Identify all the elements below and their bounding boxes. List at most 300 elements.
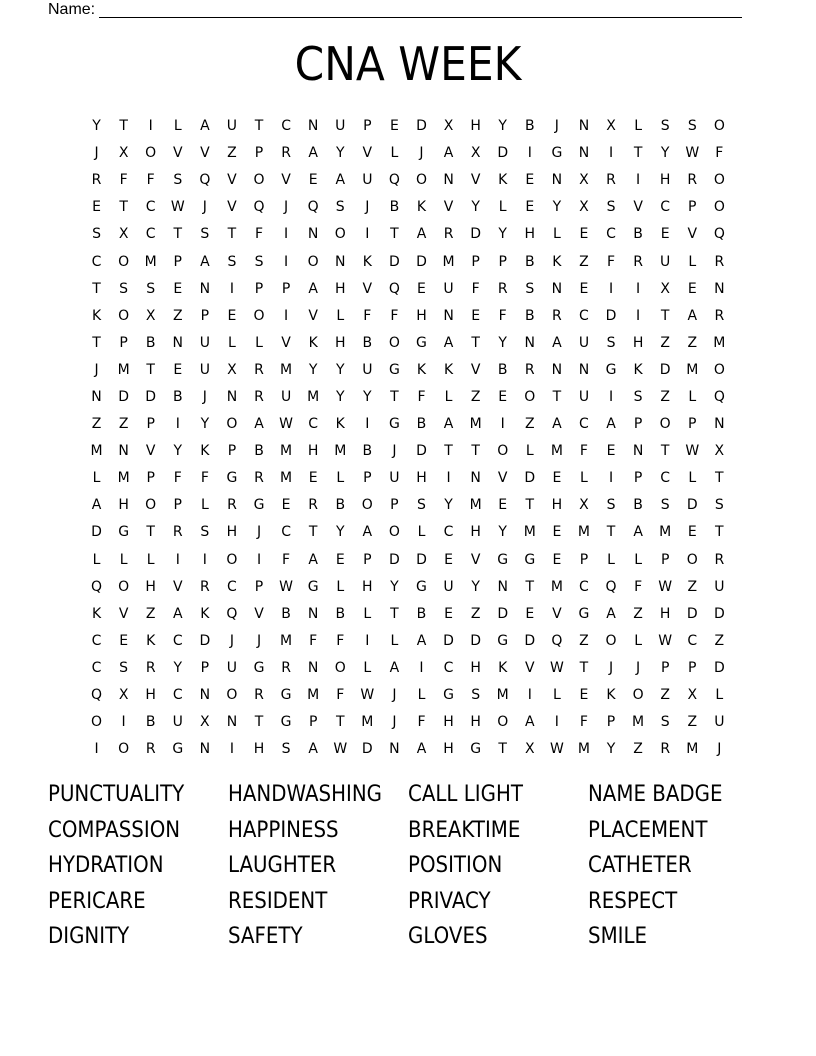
grid-letter: W bbox=[658, 632, 673, 649]
grid-letter: T bbox=[715, 524, 724, 541]
grid-letter: A bbox=[416, 226, 427, 243]
grid-letter: Y bbox=[390, 578, 399, 595]
grid-letter: U bbox=[362, 172, 373, 189]
grid-letter: M bbox=[523, 524, 536, 541]
grid-letter: L bbox=[336, 307, 345, 324]
grid-letter: H bbox=[416, 307, 427, 324]
grid-letter: O bbox=[334, 226, 346, 243]
grid-letter: P bbox=[254, 280, 264, 297]
grid-letter: S bbox=[660, 497, 670, 514]
grid-letter: N bbox=[172, 334, 184, 351]
grid-letter: E bbox=[525, 172, 535, 189]
grid-letter: E bbox=[417, 280, 426, 297]
grid-letter: Z bbox=[660, 687, 670, 704]
grid-letter: O bbox=[118, 253, 130, 270]
grid-letter: G bbox=[253, 497, 265, 514]
grid-letter: O bbox=[307, 253, 319, 270]
grid-letter: D bbox=[416, 443, 427, 460]
grid-row bbox=[83, 736, 733, 763]
grid-letter: Q bbox=[388, 280, 400, 297]
grid-letter: S bbox=[660, 714, 670, 731]
grid-letter: P bbox=[173, 497, 182, 514]
grid-letter: S bbox=[633, 388, 643, 405]
grid-row bbox=[83, 682, 733, 709]
grid-letter: S bbox=[606, 199, 616, 216]
grid-letter: O bbox=[659, 416, 671, 433]
grid-letter: I bbox=[229, 741, 234, 758]
grid-letter: P bbox=[633, 470, 643, 487]
grid-row bbox=[83, 465, 733, 492]
grid-letter: C bbox=[145, 199, 156, 216]
grid-letter: O bbox=[91, 714, 103, 731]
grid-letter: J bbox=[717, 741, 722, 758]
grid-letter: G bbox=[307, 578, 319, 595]
grid-letter: M bbox=[280, 443, 293, 460]
grid-letter: A bbox=[443, 416, 454, 433]
grid-letter: D bbox=[416, 253, 427, 270]
grid-letter: K bbox=[416, 199, 427, 216]
grid-letter: Q bbox=[551, 632, 563, 649]
word-list-item: PLACEMENT bbox=[588, 817, 708, 843]
grid-letter: N bbox=[470, 470, 481, 487]
grid-letter: M bbox=[713, 334, 726, 351]
grid-letter: Z bbox=[227, 145, 237, 162]
grid-letter: J bbox=[202, 388, 207, 405]
grid-letter: P bbox=[119, 334, 128, 351]
grid-letter: X bbox=[579, 172, 589, 189]
grid-letter: A bbox=[633, 524, 643, 541]
grid-letter: K bbox=[606, 687, 616, 704]
grid-letter: M bbox=[469, 497, 482, 514]
grid-letter: X bbox=[470, 145, 481, 162]
grid-letter: S bbox=[200, 524, 210, 541]
grid-letter: S bbox=[146, 280, 156, 297]
word-list-item: PERICARE bbox=[48, 888, 146, 914]
grid-letter: P bbox=[173, 253, 182, 270]
grid-letter: Z bbox=[172, 307, 183, 324]
grid-letter: Y bbox=[335, 388, 345, 405]
grid-letter: N bbox=[551, 280, 563, 297]
grid-letter: T bbox=[254, 118, 264, 135]
grid-letter: T bbox=[525, 497, 535, 514]
grid-letter: L bbox=[363, 659, 372, 676]
grid-letter: M bbox=[280, 632, 293, 649]
grid-letter: J bbox=[392, 714, 397, 731]
grid-letter: E bbox=[552, 470, 562, 487]
grid-letter: X bbox=[118, 687, 129, 704]
grid-letter: A bbox=[552, 416, 562, 433]
grid-letter: P bbox=[579, 551, 589, 568]
grid-letter: I bbox=[608, 280, 614, 297]
grid-letter: Y bbox=[606, 741, 616, 758]
grid-letter: M bbox=[469, 416, 482, 433]
grid-letter: C bbox=[281, 524, 291, 541]
grid-letter: A bbox=[606, 605, 616, 622]
grid-letter: J bbox=[608, 659, 614, 676]
grid-letter: H bbox=[524, 226, 536, 243]
grid-letter: W bbox=[549, 659, 564, 676]
grid-letter: O bbox=[253, 307, 265, 324]
grid-letter: I bbox=[527, 145, 532, 162]
grid-letter: I bbox=[636, 172, 641, 189]
grid-letter: T bbox=[92, 334, 101, 351]
grid-letter: E bbox=[660, 226, 670, 243]
grid-letter: S bbox=[254, 253, 264, 270]
grid-row bbox=[83, 248, 733, 275]
grid-letter: P bbox=[633, 416, 643, 433]
grid-letter: K bbox=[200, 443, 210, 460]
grid-letter: Z bbox=[470, 605, 481, 622]
grid-letter: X bbox=[660, 280, 670, 297]
grid-letter: F bbox=[634, 578, 643, 595]
grid-row bbox=[83, 276, 733, 303]
grid-letter: J bbox=[392, 443, 397, 460]
grid-letter: T bbox=[660, 443, 670, 460]
grid-letter: R bbox=[281, 659, 291, 676]
grid-letter: W bbox=[658, 578, 673, 595]
grid-letter: R bbox=[497, 280, 508, 297]
grid-letter: G bbox=[524, 551, 536, 568]
grid-letter: E bbox=[173, 280, 183, 297]
grid-letter: Y bbox=[173, 443, 183, 460]
grid-letter: V bbox=[172, 578, 183, 595]
grid-letter: J bbox=[636, 659, 641, 676]
grid-letter: F bbox=[579, 443, 588, 460]
grid-letter: R bbox=[145, 741, 156, 758]
grid-letter: P bbox=[254, 145, 264, 162]
grid-letter: T bbox=[525, 578, 535, 595]
grid-letter: X bbox=[118, 145, 129, 162]
grid-letter: S bbox=[417, 497, 426, 514]
grid-letter: T bbox=[119, 118, 128, 135]
grid-letter: M bbox=[550, 578, 563, 595]
grid-letter: L bbox=[336, 578, 345, 595]
grid-letter: C bbox=[579, 416, 589, 433]
grid-letter: P bbox=[200, 307, 210, 324]
grid-letter: T bbox=[390, 605, 399, 622]
grid-letter: I bbox=[365, 226, 370, 243]
grid-letter: D bbox=[416, 551, 427, 568]
grid-letter: J bbox=[202, 199, 207, 216]
grid-letter: A bbox=[308, 145, 318, 162]
grid-letter: O bbox=[415, 172, 427, 189]
grid-letter: A bbox=[525, 714, 535, 731]
grid-letter: N bbox=[307, 226, 319, 243]
grid-letter: G bbox=[578, 605, 590, 622]
grid-letter: K bbox=[633, 361, 643, 378]
grid-letter: N bbox=[578, 118, 590, 135]
grid-letter: Y bbox=[335, 145, 345, 162]
grid-letter: Z bbox=[633, 741, 643, 758]
grid-letter: L bbox=[390, 145, 399, 162]
grid-letter: H bbox=[145, 578, 156, 595]
grid-row bbox=[83, 221, 733, 248]
grid-letter: H bbox=[145, 687, 156, 704]
grid-letter: A bbox=[606, 416, 616, 433]
grid-letter: I bbox=[284, 253, 289, 270]
grid-letter: R bbox=[606, 172, 616, 189]
grid-letter: Y bbox=[200, 416, 210, 433]
grid-letter: N bbox=[307, 605, 319, 622]
grid-letter: P bbox=[363, 118, 372, 135]
grid-letter: U bbox=[335, 118, 346, 135]
grid-letter: Q bbox=[226, 605, 238, 622]
grid-letter: Z bbox=[687, 714, 698, 731]
grid-letter: N bbox=[497, 578, 508, 595]
grid-letter: S bbox=[471, 687, 481, 704]
grid-letter: R bbox=[660, 741, 671, 758]
grid-letter: P bbox=[308, 714, 318, 731]
grid-letter: J bbox=[94, 361, 99, 378]
grid-letter: I bbox=[121, 714, 126, 731]
name-label: Name: bbox=[48, 1, 96, 18]
grid-letter: O bbox=[713, 172, 725, 189]
grid-letter: I bbox=[608, 145, 614, 162]
grid-letter: U bbox=[172, 714, 183, 731]
grid-letter: D bbox=[118, 388, 129, 405]
grid-letter: M bbox=[280, 470, 293, 487]
grid-letter: Y bbox=[660, 145, 670, 162]
grid-letter: Y bbox=[363, 388, 372, 405]
grid-letter: O bbox=[713, 118, 725, 135]
grid-letter: Z bbox=[91, 416, 102, 433]
grid-letter: H bbox=[334, 280, 346, 297]
grid-row bbox=[83, 194, 733, 221]
grid-row bbox=[83, 303, 733, 330]
grid-letter: O bbox=[497, 714, 509, 731]
grid-letter: H bbox=[253, 741, 265, 758]
word-list bbox=[48, 777, 768, 955]
grid-letter: I bbox=[256, 551, 262, 568]
grid-letter: N bbox=[578, 361, 590, 378]
grid-letter: L bbox=[444, 388, 453, 405]
grid-letter: Z bbox=[660, 334, 670, 351]
grid-letter: B bbox=[389, 199, 400, 216]
grid-letter: U bbox=[443, 280, 454, 297]
grid-letter: Z bbox=[714, 632, 725, 649]
grid-letter: G bbox=[551, 145, 563, 162]
grid-letter: C bbox=[660, 199, 671, 216]
grid-letter: S bbox=[525, 280, 535, 297]
grid-letter: L bbox=[634, 118, 642, 135]
grid-letter: L bbox=[146, 551, 155, 568]
grid-letter: P bbox=[688, 416, 697, 433]
grid-letter: P bbox=[254, 578, 264, 595]
grid-letter: H bbox=[443, 714, 454, 731]
grid-letter: H bbox=[470, 714, 481, 731]
grid-letter: P bbox=[281, 280, 291, 297]
grid-letter: R bbox=[254, 361, 264, 378]
grid-letter: R bbox=[714, 253, 725, 270]
grid-letter: M bbox=[686, 361, 699, 378]
grid-letter: O bbox=[334, 659, 346, 676]
grid-letter: L bbox=[119, 551, 128, 568]
grid-letter: J bbox=[554, 118, 559, 135]
grid-letter: I bbox=[284, 226, 289, 243]
grid-letter: F bbox=[606, 253, 616, 270]
grid-letter: M bbox=[334, 443, 347, 460]
grid-letter: T bbox=[633, 145, 643, 162]
grid-letter: P bbox=[363, 470, 372, 487]
grid-letter: E bbox=[552, 524, 562, 541]
grid-letter: M bbox=[686, 741, 699, 758]
grid-letter: D bbox=[497, 145, 509, 162]
grid-letter: L bbox=[92, 470, 101, 487]
grid-letter: D bbox=[659, 361, 671, 378]
grid-letter: D bbox=[416, 118, 427, 135]
grid-letter: F bbox=[119, 172, 128, 189]
grid-letter: H bbox=[334, 334, 346, 351]
grid-letter: E bbox=[308, 470, 318, 487]
grid-letter: B bbox=[362, 334, 373, 351]
grid-letter: G bbox=[497, 551, 509, 568]
grid-letter: G bbox=[280, 714, 292, 731]
grid-letter: O bbox=[226, 416, 238, 433]
grid-letter: V bbox=[470, 172, 481, 189]
grid-letter: C bbox=[145, 226, 156, 243]
grid-letter: U bbox=[280, 388, 292, 405]
grid-letter: Q bbox=[605, 578, 617, 595]
grid-letter: V bbox=[281, 334, 291, 351]
grid-letter: U bbox=[714, 578, 725, 595]
grid-letter: F bbox=[146, 172, 155, 189]
grid-letter: E bbox=[92, 199, 101, 216]
grid-letter: U bbox=[199, 334, 210, 351]
grid-letter: I bbox=[608, 388, 614, 405]
grid-letter: F bbox=[390, 307, 399, 324]
grid-letter: U bbox=[578, 334, 590, 351]
grid-letter: O bbox=[118, 741, 130, 758]
grid-letter: J bbox=[392, 687, 397, 704]
grid-letter: U bbox=[660, 253, 671, 270]
grid-letter: D bbox=[91, 524, 102, 541]
grid-letter: W bbox=[279, 416, 293, 433]
grid-letter: N bbox=[226, 714, 238, 731]
grid-letter: L bbox=[715, 687, 724, 704]
grid-letter: S bbox=[200, 226, 210, 243]
grid-letter: O bbox=[361, 497, 373, 514]
grid-letter: Q bbox=[199, 172, 211, 189]
grid-letter: I bbox=[175, 551, 180, 568]
grid-letter: L bbox=[228, 334, 236, 351]
grid-letter: A bbox=[200, 118, 210, 135]
grid-letter: H bbox=[416, 470, 427, 487]
page-title: CNA WEEK bbox=[294, 37, 522, 91]
grid-letter: J bbox=[229, 632, 234, 649]
grid-row bbox=[83, 655, 733, 682]
grid-letter: V bbox=[497, 470, 508, 487]
grid-letter: L bbox=[92, 551, 101, 568]
grid-letter: V bbox=[552, 605, 562, 622]
grid-letter: R bbox=[552, 307, 562, 324]
grid-letter: Q bbox=[713, 388, 725, 405]
grid-letter: V bbox=[687, 226, 698, 243]
grid-letter: C bbox=[443, 524, 454, 541]
grid-letter: V bbox=[525, 659, 535, 676]
grid-letter: Y bbox=[471, 578, 480, 595]
grid-letter: T bbox=[390, 388, 399, 405]
grid-letter: K bbox=[200, 605, 210, 622]
grid-letter: E bbox=[335, 551, 345, 568]
grid-letter: X bbox=[200, 714, 210, 731]
grid-letter: P bbox=[227, 443, 237, 460]
grid-letter: O bbox=[118, 578, 130, 595]
grid-letter: C bbox=[91, 632, 102, 649]
grid-letter: P bbox=[200, 659, 210, 676]
grid-letter: Y bbox=[92, 118, 101, 135]
grid-letter: T bbox=[227, 226, 237, 243]
grid-letter: M bbox=[307, 687, 320, 704]
word-list-item: NAME BADGE bbox=[588, 782, 723, 807]
grid-letter: O bbox=[388, 524, 400, 541]
grid-letter: I bbox=[365, 416, 370, 433]
grid-row bbox=[83, 357, 733, 384]
grid-letter: B bbox=[335, 605, 346, 622]
grid-letter: B bbox=[524, 253, 535, 270]
grid-letter: D bbox=[605, 307, 617, 324]
grid-letter: O bbox=[226, 687, 238, 704]
grid-letter: H bbox=[632, 334, 644, 351]
grid-letter: U bbox=[199, 361, 210, 378]
grid-letter: A bbox=[443, 334, 454, 351]
grid-letter: X bbox=[606, 118, 616, 135]
grid-letter: B bbox=[416, 605, 427, 622]
grid-letter: V bbox=[443, 199, 454, 216]
grid-letter: X bbox=[579, 497, 589, 514]
grid-letter: R bbox=[633, 253, 643, 270]
grid-letter: T bbox=[335, 714, 345, 731]
grid-letter: I bbox=[446, 470, 451, 487]
grid-letter: O bbox=[686, 551, 698, 568]
grid-letter: K bbox=[498, 172, 508, 189]
grid-letter: F bbox=[471, 280, 480, 297]
grid-letter: B bbox=[254, 443, 264, 460]
grid-letter: E bbox=[498, 388, 508, 405]
grid-letter: J bbox=[365, 199, 370, 216]
grid-letter: Y bbox=[335, 361, 345, 378]
grid-letter: S bbox=[714, 497, 724, 514]
grid-row bbox=[83, 384, 733, 411]
grid-row bbox=[83, 438, 733, 465]
grid-letter: T bbox=[92, 280, 101, 297]
grid-letter: D bbox=[524, 632, 536, 649]
grid-letter: G bbox=[280, 687, 292, 704]
grid-letter: L bbox=[634, 551, 642, 568]
grid-letter: T bbox=[498, 741, 507, 758]
grid-letter: S bbox=[606, 334, 616, 351]
grid-letter: O bbox=[226, 551, 238, 568]
grid-letter: E bbox=[227, 307, 237, 324]
grid-letter: U bbox=[443, 578, 454, 595]
grid-letter: P bbox=[498, 253, 507, 270]
grid-letter: S bbox=[606, 497, 616, 514]
grid-letter: C bbox=[687, 632, 698, 649]
grid-letter: N bbox=[389, 741, 400, 758]
grid-letter: A bbox=[416, 741, 427, 758]
grid-letter: H bbox=[659, 605, 671, 622]
grid-letter: N bbox=[524, 334, 536, 351]
grid-letter: F bbox=[254, 226, 264, 243]
grid-letter: K bbox=[146, 632, 156, 649]
grid-letter: B bbox=[524, 118, 535, 135]
grid-letter: O bbox=[713, 361, 725, 378]
grid-letter: P bbox=[471, 253, 480, 270]
grid-letter: Y bbox=[552, 199, 562, 216]
grid-letter: G bbox=[226, 470, 238, 487]
grid-letter: F bbox=[282, 551, 291, 568]
grid-letter: O bbox=[605, 632, 617, 649]
grid-letter: A bbox=[687, 307, 698, 324]
